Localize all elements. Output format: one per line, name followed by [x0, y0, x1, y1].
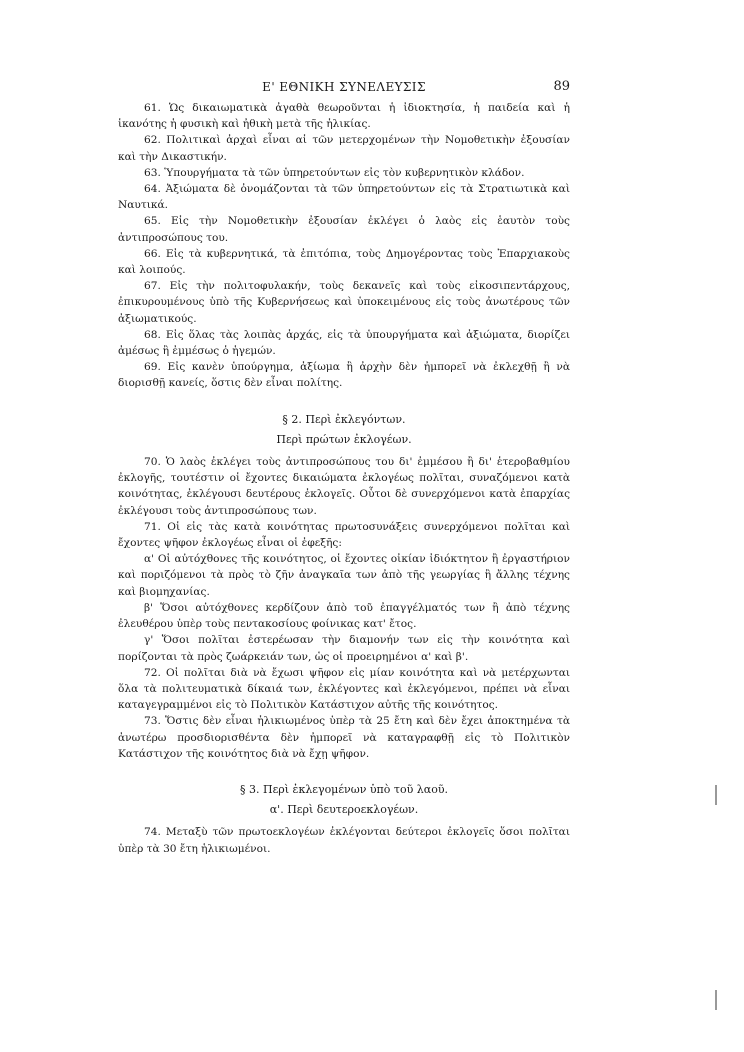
article-66: 66. Εἰς τὰ κυβερνητικά, τὰ ἐπιτόπια, τοὺς Δημογέροντας τοὺς Ἐπαρχιακοὺς καὶ λοιπούς. — [118, 247, 570, 277]
article-73: 73. Ὅστις δὲν εἶναι ἡλικιωμένος ὑπὲρ τὰ 25 ἔτη καὶ δὲν ἔχει ἀποκτημένα τὰ ἀνωτέρω προσδιορισθέντα δὲν ἠμπορεῖ νὰ καταγραφθῇ εἰς τὸ Πολιτικὸν Κατάστιχον τῆς κοινότητος διὰ νὰ ἔχῃ ψῆφον. — [118, 715, 570, 760]
article-71-clause-b: β' Ὅσοι αὐτόχθονες κερδίζουν ἀπὸ τοῦ ἐπαγγέλματός των ἢ ἀπὸ τέχνης ἐλευθέρου ὑπὲρ τοὺς πεντακοσίους φοίνικας κατ' ἔτος. — [118, 601, 570, 631]
running-header — [118, 80, 570, 100]
article-61: 61. Ὡς δικαιωματικὰ ἀγαθὰ θεωροῦνται ἡ ἰδιοκτησία, ἡ παιδεία καὶ ἡ ἱκανότης ἡ φυσικὴ καὶ ἠθικὴ μετὰ τῆς ἡλικίας. — [118, 102, 570, 131]
article-69: 69. Εἰς κανὲν ὑπούργημα, ἀξίωμα ἢ ἀρχὴν δὲν ἠμπορεῖ νὰ ἐκλεχθῇ ἢ νὰ διορισθῇ κανείς, ὅστις δὲν εἶναι πολίτης. — [118, 361, 570, 390]
article-68: 68. Εἰς ὅλας τὰς λοιπὰς ἀρχάς, εἰς τὰ ὑπουργήματα καὶ ἀξιώματα, διορίζει ἀμέσως ἢ ἐμμέσως ὁ ἡγεμών. — [118, 328, 570, 358]
article-70: 70. Ὁ λαὸς ἐκλέγει τοὺς ἀντιπροσώπους του δι' ἐμμέσου ἢ δι' ἑτεροβαθμίου ἐκλογῆς, τουτέστιν οἱ ἔχοντες δικαιώματα ἐκλογέως πολῖται, συναζόμενοι κατὰ κοινότητας, ἐκλέγουσι δευτέρους ἐκλογεῖς. Οὗτοι δὲ συνερχόμενοι κατὰ ἐπαρχίας ἐκλέγουσι τοὺς ἀντιπροσώπους των. — [118, 456, 570, 517]
page-number: 89 — [553, 79, 570, 94]
section-3-heading: § 3. Περὶ ἐκλεγομένων ὑπὸ τοῦ λαοῦ. — [239, 782, 449, 796]
page-body — [118, 100, 570, 857]
article-71: 71. Οἱ εἰς τὰς κατὰ κοινότητας πρωτοσυνάξεις συνερχόμενοι πολῖται καὶ ἔχοντες ψῆφον ἐκλογέως εἶναι οἱ ἐφεξῆς: — [118, 520, 570, 550]
section-3-subheading: α'. Περὶ δευτεροεκλογέων. — [269, 803, 419, 817]
article-62: 62. Πολιτικαὶ ἀρχαὶ εἶναι αἱ τῶν μετερχομένων τὴν Νομοθετικὴν ἐξουσίαν καὶ τὴν Δικαστικήν. — [118, 134, 570, 163]
section-2-heading: § 2. Περὶ ἐκλεγόντων. — [282, 412, 406, 426]
article-64: 64. Ἀξιώματα δὲ ὀνομάζονται τὰ τῶν ὑπηρετούντων εἰς τὰ Στρατιωτικὰ καὶ Ναυτικά. — [118, 183, 570, 212]
article-63: 63. Ὑπουργήματα τὰ τῶν ὑπηρετούντων εἰς τὸν κυβερνητικὸν κλάδον. — [144, 166, 525, 179]
article-71-clause-a: α' Οἱ αὐτόχθονες τῆς κοινότητος, οἱ ἔχοντες οἰκίαν ἰδιόκτητον ἢ ἐργαστήριον καὶ ποριζόμενοι τὰ πρὸς τὸ ζῆν ἀναγκαῖα των ἀπὸ τῆς γεωργίας ἢ ἄλλης τέχνης καὶ βιομηχανίας. — [118, 553, 570, 598]
scan-edge-mark — [715, 785, 717, 805]
article-67: 67. Εἰς τὴν πολιτοφυλακήν, τοὺς δεκανεῖς καὶ τοὺς εἰκοσιπεντάρχους, ἐπικυρουμένους ὑπὸ τῆς Κυβερνήσεως καὶ ὑποκειμένους εἰς τοὺς ἀνωτέρους τῶν ἀξιωματικούς. — [118, 280, 570, 325]
article-72: 72. Οἱ πολῖται διὰ νὰ ἔχωσι ψῆφον εἰς μίαν κοινότητα καὶ νὰ μετέρχωνται ὅλα τὰ πολιτευματικὰ δίκαιά των, ἐκλέγοντες καὶ ἐκλεγόμενοι, πρέπει νὰ εἶναι καταγεγραμμένοι εἰς τὸ Πολιτικὸν Κατάστιχον αὐτῆς τῆς κοινότητος. — [118, 666, 570, 712]
article-65: 65. Εἰς τὴν Νομοθετικὴν ἐξουσίαν ἐκλέγει ὁ λαὸς εἰς ἑαυτὸν τοὺς ἀντιπροσώπους του. — [118, 215, 570, 244]
running-title: Ε' ΕΘΝΙΚΗ ΣΥΝΕΛΕΥΣΙΣ — [262, 80, 426, 94]
article-74: 74. Μεταξὺ τῶν πρωτοεκλογέων ἐκλέγονται δεύτεροι ἐκλογεῖς ὅσοι πολῖται ὑπὲρ τὰ 30 ἔτη ἡλικιωμένοι. — [118, 826, 570, 855]
article-71-clause-c: γ' Ὅσοι πολῖται ἐστερέωσαν τὴν διαμονήν των εἰς τὴν κοινότητα καὶ πορίζονται τὰ πρὸς ζωάρκειάν των, ὡς οἱ προειρημένοι α' καὶ β'. — [118, 634, 570, 663]
section-2-subheading: Περὶ πρώτων ἐκλογέων. — [276, 432, 412, 446]
scan-edge-mark — [715, 990, 717, 1010]
